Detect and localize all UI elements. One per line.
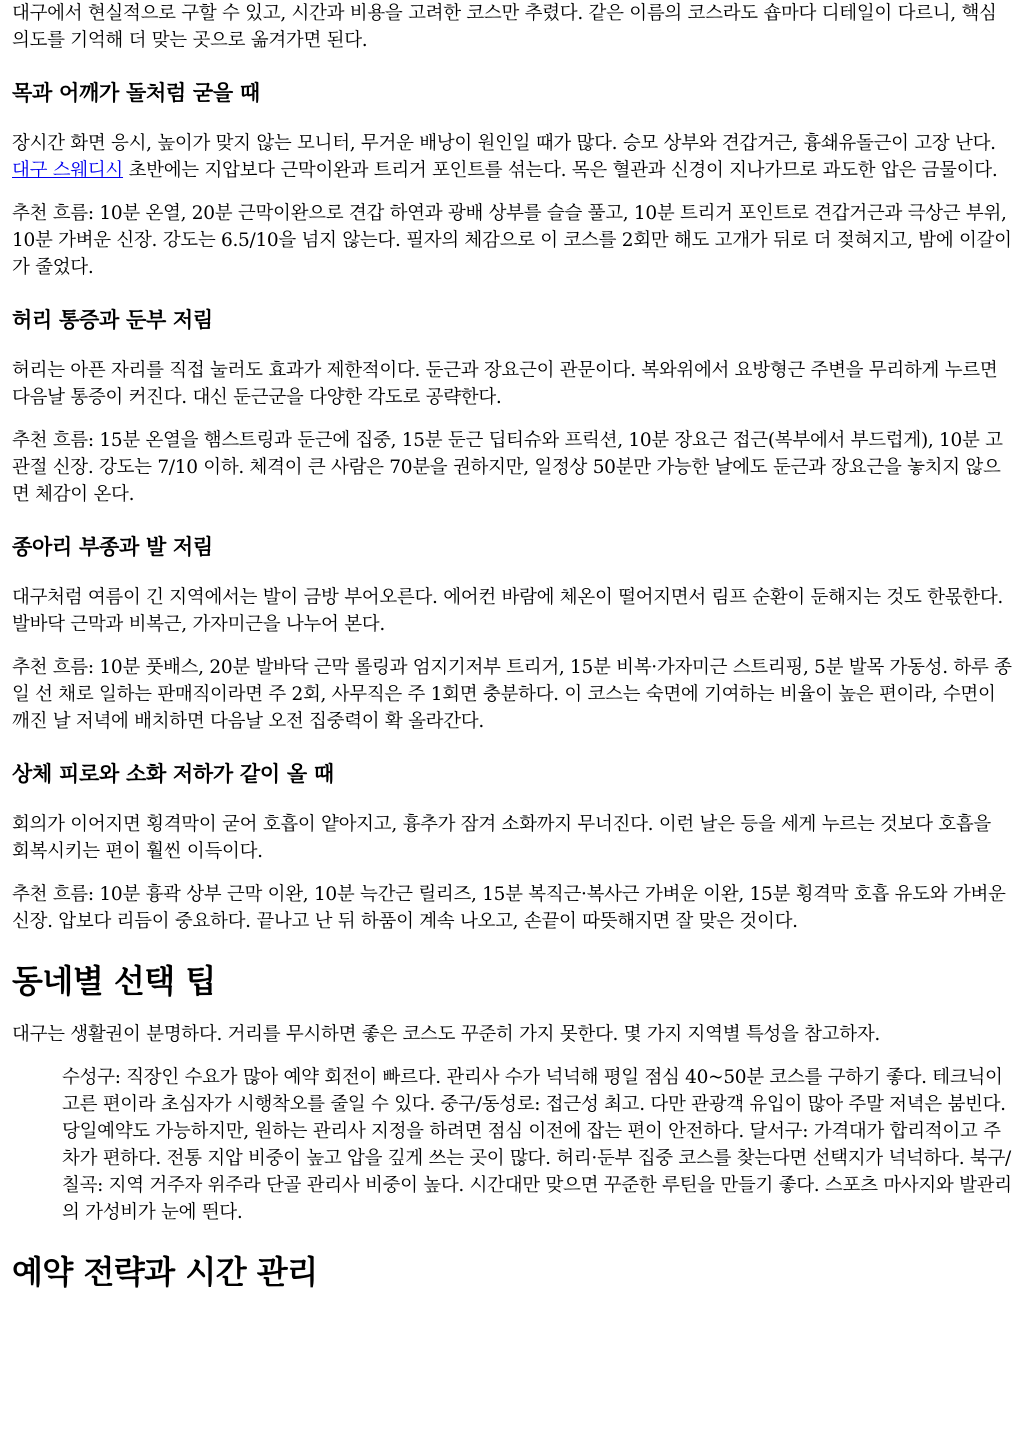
section-heading-reservation: 예약 전략과 시간 관리 <box>12 1253 318 1291</box>
back-paragraph-1: 허리는 아픈 자리를 직접 눌러도 효과가 제한적이다. 둔근과 장요근이 관문이다. 복와위에서 요방형근 주변을 무리하게 누르면 다음날 통증이 커진다. 대신 둔근군을 다양한 각도로 공략한다. <box>12 360 998 408</box>
back-paragraph-2: 추천 흐름: 15분 온열을 햄스트링과 둔근에 집중, 15분 둔근 딥티슈와 프릭션, 10분 장요근 접근(복부에서 부드럽게), 10분 고관절 신장. 강도는 7/10 이하. 체격이 큰 사람은 70분을 권하지만, 일정상 50분만 가능한 날에도 둔근과 장요근을 놓치지 않으면 체감이 온다. <box>12 430 1003 505</box>
section-heading-neighborhood: 동네별 선택 팁 <box>12 962 216 1000</box>
neck-paragraph-1 <box>12 130 1014 184</box>
section-heading-lower-back: 허리 통증과 둔부 저림 <box>12 308 213 332</box>
neck-paragraph-2: 추천 흐름: 10분 온열, 20분 근막이완으로 견갑 하연과 광배 상부를 슬슬 풀고, 10분 트리거 포인트로 견갑거근과 극상근 부위, 10분 가벼운 신장. 강도는 6.5/10을 넘지 않는다. 필자의 체감으로 이 코스를 2회만 해도 고개가 뒤로 더 젖혀지고, 밤에 이갈이가 줄었다. <box>12 203 1012 278</box>
neighborhood-blockquote: 수성구: 직장인 수요가 많아 예약 회전이 빠르다. 관리사 수가 넉넉해 평일 점심 40~50분 코스를 구하기 좋다. 테크닉이 고른 편이라 초심자가 시행착오를 줄일 수 있다. 중구/동성로: 접근성 최고. 다만 관광객 유입이 많아 주말 저녁은 붐빈다. 당일예약도 가능하지만, 원하는 관리사 지정을 하려면 점심 이전에 잡는 편이 안전하다. 달서구: 가격대가 합리적이고 주차가 편하다. 전통 지압 비중이 높고 압을 깊게 쓰는 곳이 많다. 허리·둔부 집중 코스를 찾는다면 선택지가 넉넉하다. 북구/칠곡: 지역 거주자 위주라 단골 관리사 비중이 높다. 시간대만 맞으면 꾸준한 루틴을 만들기 좋다. 스포츠 마사지와 발관리의 가성비가 눈에 띈다. <box>62 1067 1012 1223</box>
section-heading-calf-foot: 종아리 부종과 발 저림 <box>12 535 213 559</box>
section-heading-neck-shoulder: 목과 어깨가 돌처럼 굳을 때 <box>12 81 260 105</box>
intro-paragraph: 대구에서 현실적으로 구할 수 있고, 시간과 비용을 고려한 코스만 추렸다. 같은 이름의 코스라도 숍마다 디테일이 다르니, 핵심 의도를 기억해 더 맞는 곳으로 옮겨가면 된다. <box>12 3 997 51</box>
neck-text-before-link: 장시간 화면 응시, 높이가 맞지 않는 모니터, 무거운 배낭이 원인일 때가 많다. 승모 상부와 견갑거근, 흉쇄유돌근이 고장 난다. <box>12 133 996 154</box>
upper-paragraph-2: 추천 흐름: 10분 흉곽 상부 근막 이완, 10분 늑간근 릴리즈, 15분 복직근·복사근 가벼운 이완, 15분 횡격막 호흡 유도와 가벼운 신장. 압보다 리듬이 중요하다. 끝나고 난 뒤 하품이 계속 나오고, 손끝이 따뜻해지면 잘 맞은 것이다. <box>12 884 1006 932</box>
section-heading-upper-body: 상체 피로와 소화 저하가 같이 올 때 <box>12 762 334 786</box>
legs-paragraph-2: 추천 흐름: 10분 풋배스, 20분 발바닥 근막 롤링과 엄지기저부 트리거, 15분 비복·가자미근 스트리핑, 5분 발목 가동성. 하루 종일 선 채로 일하는 판매직이라면 주 2회, 사무직은 주 1회면 충분하다. 이 코스는 숙면에 기여하는 비율이 높은 편이라, 수면이 깨진 날 저녁에 배치하면 다음날 오전 집중력이 확 올라간다. <box>12 657 1012 732</box>
neck-text-after-link: 초반에는 지압보다 근막이완과 트리거 포인트를 섞는다. 목은 혈관과 신경이 지나가므로 과도한 압은 금물이다. <box>123 160 998 181</box>
legs-paragraph-1: 대구처럼 여름이 긴 지역에서는 발이 금방 부어오른다. 에어컨 바람에 체온이 떨어지면서 림프 순환이 둔해지는 것도 한몫한다. 발바닥 근막과 비복근, 가자미근을 나누어 본다. <box>12 587 1003 635</box>
neighborhood-paragraph: 대구는 생활권이 분명하다. 거리를 무시하면 좋은 코스도 꾸준히 가지 못한다. 몇 가지 지역별 특성을 참고하자. <box>12 1024 880 1045</box>
daegu-swedish-link[interactable]: 대구 스웨디시 <box>12 160 124 181</box>
upper-paragraph-1: 회의가 이어지면 횡격막이 굳어 호흡이 얕아지고, 흉추가 잠겨 소화까지 무너진다. 이런 날은 등을 세게 누르는 것보다 호흡을 회복시키는 편이 훨씬 이득이다. <box>12 814 992 862</box>
